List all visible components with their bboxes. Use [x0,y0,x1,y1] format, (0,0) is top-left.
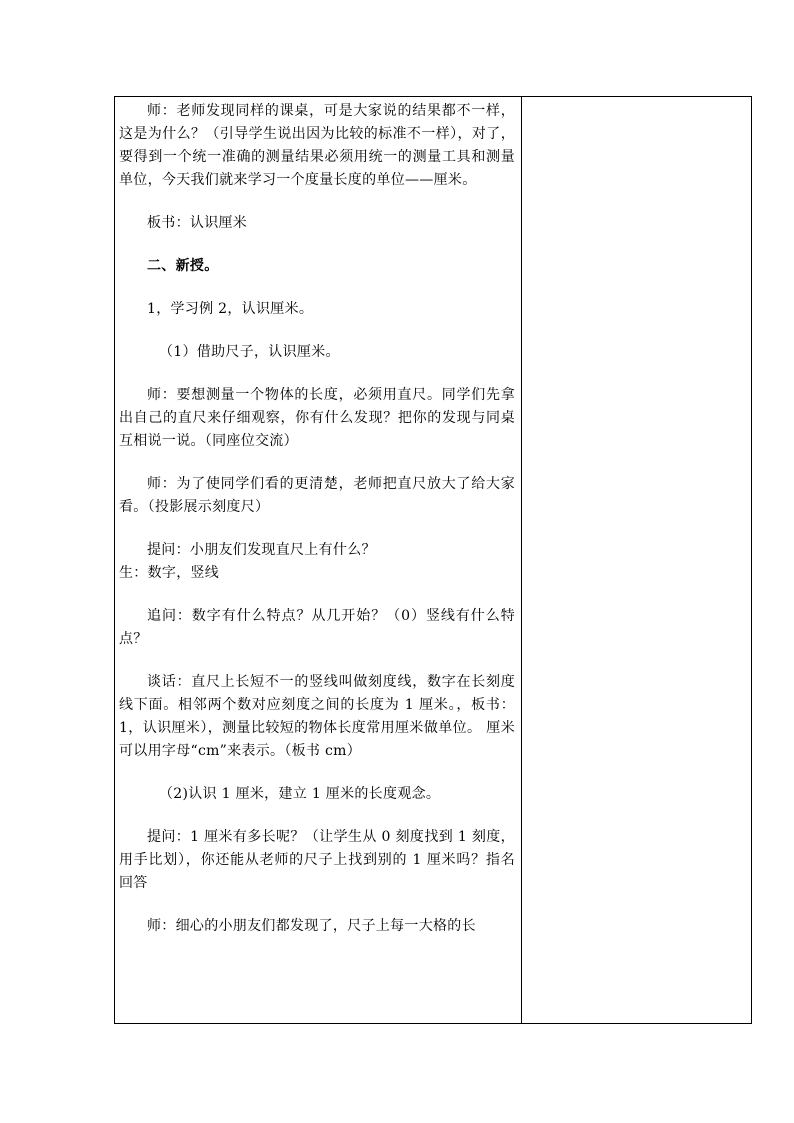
section-heading-new-lesson: 二、新授。 [147,258,219,274]
lesson-table [114,96,752,1024]
notes-cell [522,97,751,1023]
paragraph-teacher-note: 师：细心的小朋友们都发现了，尺子上每一大格的长 [147,918,476,934]
lesson-content-cell [115,97,522,1023]
paragraph-follow-up: 追问：数字有什么特点？从几开始？（0）竖线有什么特点？ [119,608,515,647]
paragraph-question: 提问：小朋友们发现直尺上有什么？ [147,542,376,558]
paragraph-1cm-question: 提问：1 厘米有多长呢？（让学生从 0 刻度找到 1 刻度，用手比划），你还能从老师的尺子上找到别的 1 厘米吗？指名回答 [119,829,515,891]
paragraph-board-title: 板书：认识厘米 [147,215,248,231]
paragraph-talk: 谈话：直尺上长短不一的竖线叫做刻度线，数字在长刻度线下面。相邻两个数对应刻度之间的长度为 1 厘米。，板书：1，认识厘米），测量比较短的物体长度常用厘米做单位。 厘米可以用字母“cm”来表示。（板书 cm） [119,674,515,759]
paragraph-example-2: 1，学习例 2，认识厘米。 [147,301,314,317]
paragraph-ruler-observe: 师：要想测量一个物体的长度，必须用直尺。同学们先拿出自己的直尺来仔细观察，你有什么发现？把你的发现与同桌互相说一说。（同座位交流） [119,387,515,449]
paragraph-projection: 师：为了使同学们看的更清楚，老师把直尺放大了给大家看。（投影展示刻度尺） [119,476,515,515]
paragraph-student-answer: 生：数字，竖线 [119,565,220,581]
paragraph-sub-2: （2)认识 1 厘米，建立 1 厘米的长度观念。 [159,786,441,802]
paragraph-intro: 师：老师发现同样的课桌，可是大家说的结果都不一样，这是为什么？（引导学生说出因为比较的标准不一样），对了，要得到一个统一准确的测量结果必须用统一的测量工具和测量单位，今天我们就来学习一个度量长度的单位——厘米。 [119,103,515,188]
paragraph-sub-1: （1）借助尺子，认识厘米。 [159,344,340,360]
